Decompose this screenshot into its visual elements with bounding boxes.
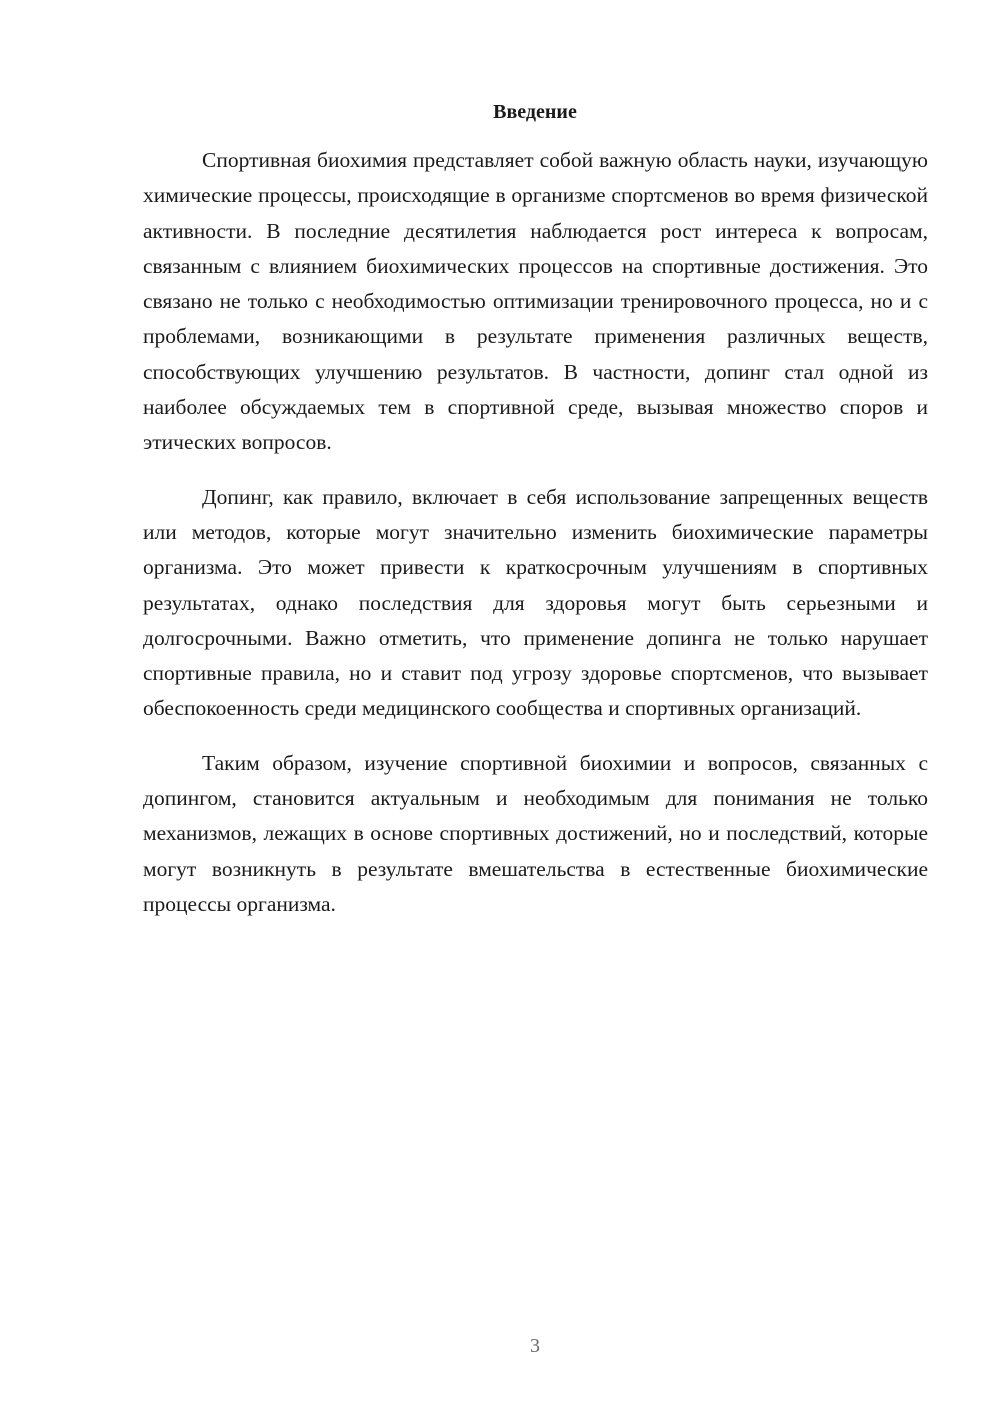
paragraph-1: Спортивная биохимия представляет собой важную область науки, изучающую химические процессы, происходящие в организме спортсменов во время физической активности. В последние десятилетия наблюдается рост интереса к вопросам, связанным с влиянием биохимических процессов на спортивные достижения. Это связано не только с необходимостью оптимизации тренировочного процесса, но и с проблемами, возникающими в результате применения различных веществ, способствующих улучшению результатов. В частности, допинг стал одной из наиболее обсуждаемых тем в спортивной среде, вызывая множество споров и этических вопросов. <box>143 148 928 455</box>
paragraph-2: Допинг, как правило, включает в себя использование запрещенных веществ или методов, которые могут значительно изменить биохимические параметры организма. Это может привести к краткосрочным улучшениям в спортивных результатах, однако последствия для здоровья могут быть серьезными и долгосрочными. Важно отметить, что применение допинга не только нарушает спортивные правила, но и ставит под угрозу здоровье спортсменов, что вызывает обеспокоенность среди медицинского сообщества и спортивных организаций. <box>143 484 928 721</box>
body-text <box>143 143 928 941</box>
paragraph-3: Таким образом, изучение спортивной биохимии и вопросов, связанных с допингом, становится актуальным и необходимым для понимания не только механизмов, лежащих в основе спортивных достижений, но и последствий, которые могут возникнуть в результате вмешательства в естественные биохимические процессы организма. <box>143 750 928 916</box>
page-number: 3 <box>530 1335 540 1357</box>
section-heading: Введение <box>493 101 577 123</box>
